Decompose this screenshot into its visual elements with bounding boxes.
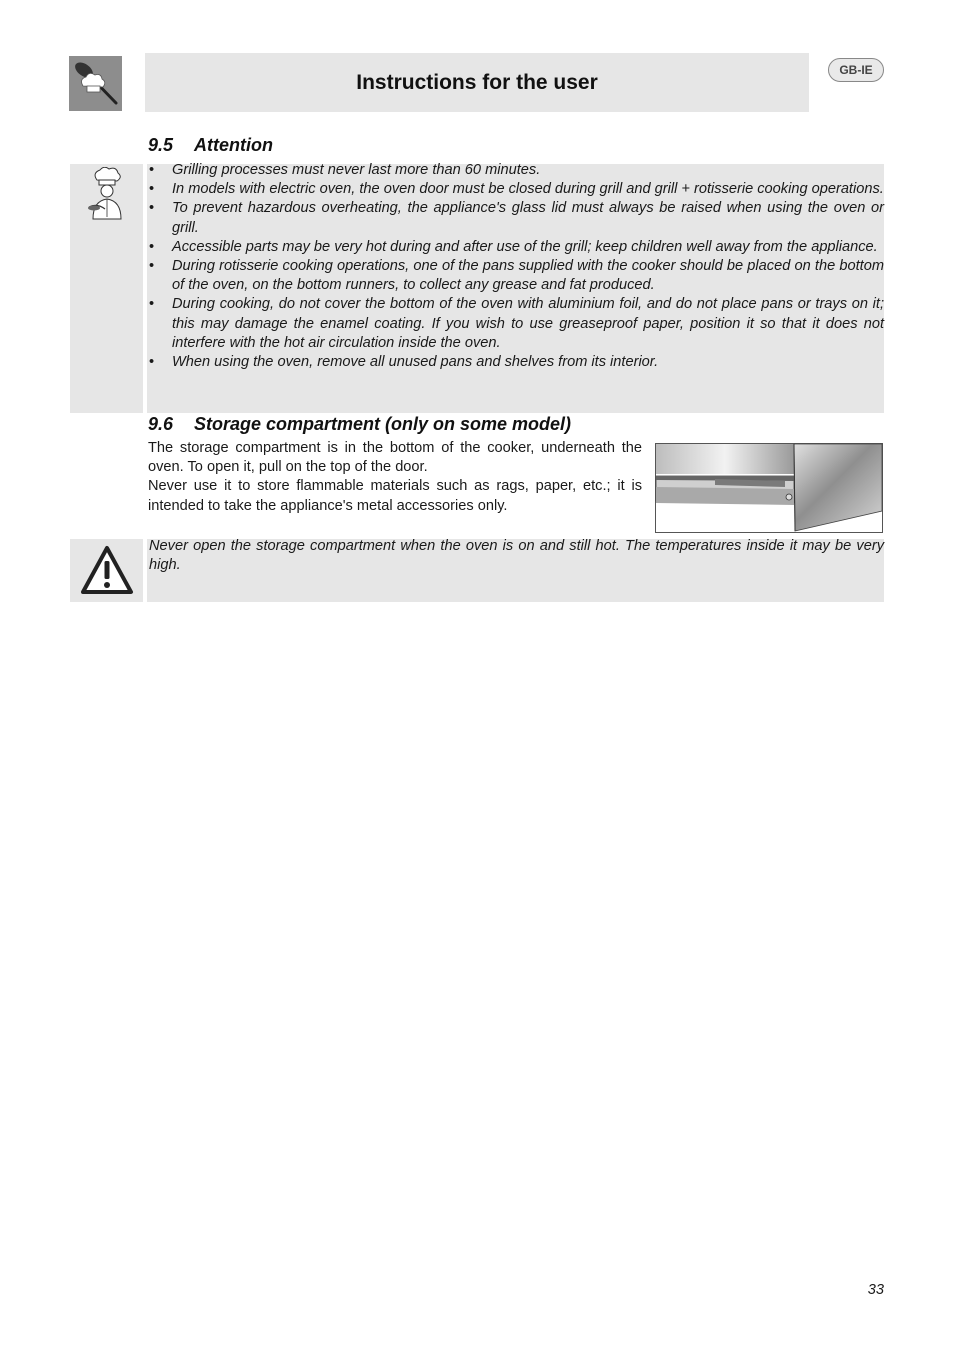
- attention-list: [147, 161, 884, 372]
- storage-paragraph-2: Never use it to store flammable materials such as rags, paper, etc.; it is intended to take the appliance's metal accessories only.: [148, 478, 642, 514]
- list-item: • During rotisserie cooking operations, one of the pans supplied with the cooker should be placed on the bottom of the oven, on the bottom runners, to collect any grease and fat produced.: [147, 257, 884, 295]
- chef-icon: [84, 167, 130, 228]
- section-title-storage: [148, 414, 571, 435]
- section-heading: Storage compartment (only on some model): [194, 414, 572, 434]
- warning-text: Never open the storage compartment when the oven is on and still hot. The temperatures inside it may be very high.: [149, 538, 884, 574]
- storage-description: [148, 439, 642, 516]
- warning-triangle-icon: [80, 544, 134, 601]
- warning-icon-panel: [70, 539, 143, 602]
- storage-compartment-illustration: [655, 443, 883, 533]
- list-item: • Accessible parts may be very hot during and after use of the grill; keep children well away from the appliance.: [147, 238, 884, 257]
- section-title-attention: [148, 135, 273, 156]
- page-title: Instructions for the user: [356, 70, 598, 94]
- list-item: • To prevent hazardous overheating, the appliance's glass lid must always be raised when using the oven or grill.: [147, 199, 884, 237]
- spoon-chef-hat-icon: [69, 56, 122, 111]
- page-number: 33: [867, 1282, 884, 1298]
- list-item: • During cooking, do not cover the bottom of the oven with aluminium foil, and do not place pans or trays on it; this may damage the enamel coating. If you wish to use greaseproof paper, position it so that it does not interfere with the hot air circulation inside the oven.: [147, 295, 884, 353]
- storage-paragraph-1: The storage compartment is in the bottom of the cooker, underneath the oven. To open it, pull on the top of the door.: [148, 440, 642, 476]
- attention-icon-panel: [70, 164, 143, 413]
- attention-box: [147, 164, 884, 413]
- list-item: • In models with electric oven, the oven door must be closed during grill and grill + rotisserie cooking operations.: [147, 180, 884, 199]
- list-item: • When using the oven, remove all unused pans and shelves from its interior.: [147, 353, 884, 372]
- list-item: • Grilling processes must never last more than 60 minutes.: [147, 161, 884, 180]
- section-number: 9.5: [148, 135, 174, 155]
- section-heading: Attention: [194, 135, 273, 155]
- section-number: 9.6: [148, 414, 174, 434]
- header-bar: [145, 53, 809, 112]
- warning-box: [147, 539, 884, 602]
- language-badge: GB-IE: [828, 58, 884, 82]
